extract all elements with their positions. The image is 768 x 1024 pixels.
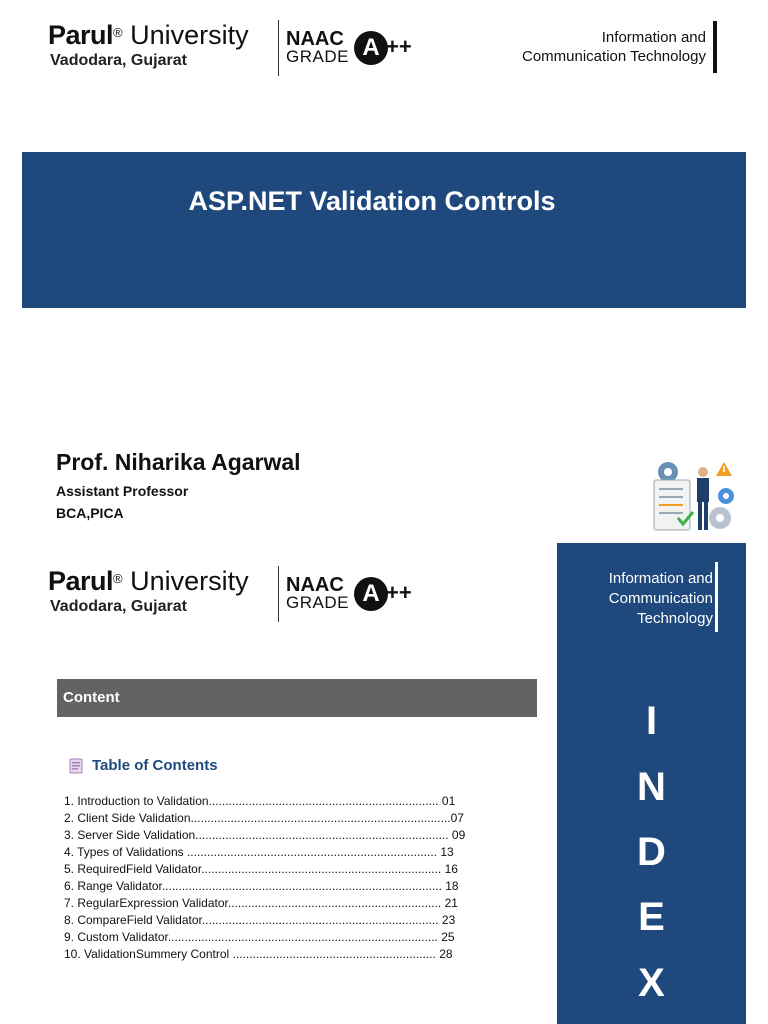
toc-item: 1. Introduction to Validation..................................................................... 01 [64, 794, 456, 808]
presenter-role: Assistant Professor [56, 483, 189, 499]
toc-item: 8. CompareField Validator....................................................................... 23 [64, 913, 456, 927]
presenter-name: Prof. Niharika Agarwal [56, 449, 301, 475]
toc-item: 4. Types of Validations ........................................................................... 13 [64, 845, 454, 859]
logo-divider [278, 20, 279, 76]
university-logo-content [48, 566, 428, 626]
department-label-top: Information and Communication Technology [522, 29, 706, 65]
presenter-department: BCA,PICA [56, 505, 124, 521]
index-sidebar [557, 543, 746, 1024]
toc-item: 5. RequiredField Validator........................................................................ 16 [64, 862, 458, 876]
logo-divider [278, 566, 279, 622]
department-accent-bar [713, 21, 717, 73]
toc-item: 7. RegularExpression Validator................................................................ 21 [64, 896, 458, 910]
index-letter: X [638, 961, 665, 1005]
grade-label: GRADE [286, 47, 349, 66]
index-letter: E [638, 895, 665, 939]
logo-location: Vadodara, Gujarat [50, 52, 187, 69]
index-letter: N [637, 765, 666, 809]
logo-wordmark: Parul® University [48, 20, 249, 50]
document-icon [68, 758, 84, 774]
title-banner [22, 152, 746, 308]
toc-title: Table of Contents [92, 757, 218, 774]
index-letter: I [645, 699, 658, 743]
index-letter: D [637, 830, 666, 874]
content-header-bar [57, 679, 537, 717]
toc-item: 9. Custom Validator................................................................................. 25 [64, 930, 455, 944]
university-logo-top [48, 20, 428, 80]
grade-plus: ++ [386, 580, 412, 605]
logo-wordmark: Parul® University [48, 566, 249, 596]
grade-plus: ++ [386, 34, 412, 59]
toc-item: 10. ValidationSummery Control ............................................................. 28 [64, 947, 453, 961]
grade-label: GRADE [286, 593, 349, 612]
toc-item: 3. Server Side Validation............................................................................ 09 [64, 828, 466, 842]
grade-a-badge: A [354, 577, 388, 611]
toc-item: 6. Range Validator.................................................................................... 18 [64, 879, 459, 893]
professional-with-gears-icon [648, 458, 740, 536]
grade-a-badge: A [354, 31, 388, 65]
slide-title: ASP.NET Validation Controls [188, 186, 556, 216]
toc-item: 2. Client Side Validation..............................................................................07 [64, 811, 464, 825]
toc-list [64, 793, 494, 963]
naac-label: NAAC [286, 28, 344, 50]
department-label-sidebar: Information and Communication Technology [608, 570, 713, 627]
naac-label: NAAC [286, 574, 344, 596]
logo-location: Vadodara, Gujarat [50, 598, 187, 615]
content-header-label: Content [63, 689, 120, 706]
sidebar-accent-bar [715, 562, 718, 632]
